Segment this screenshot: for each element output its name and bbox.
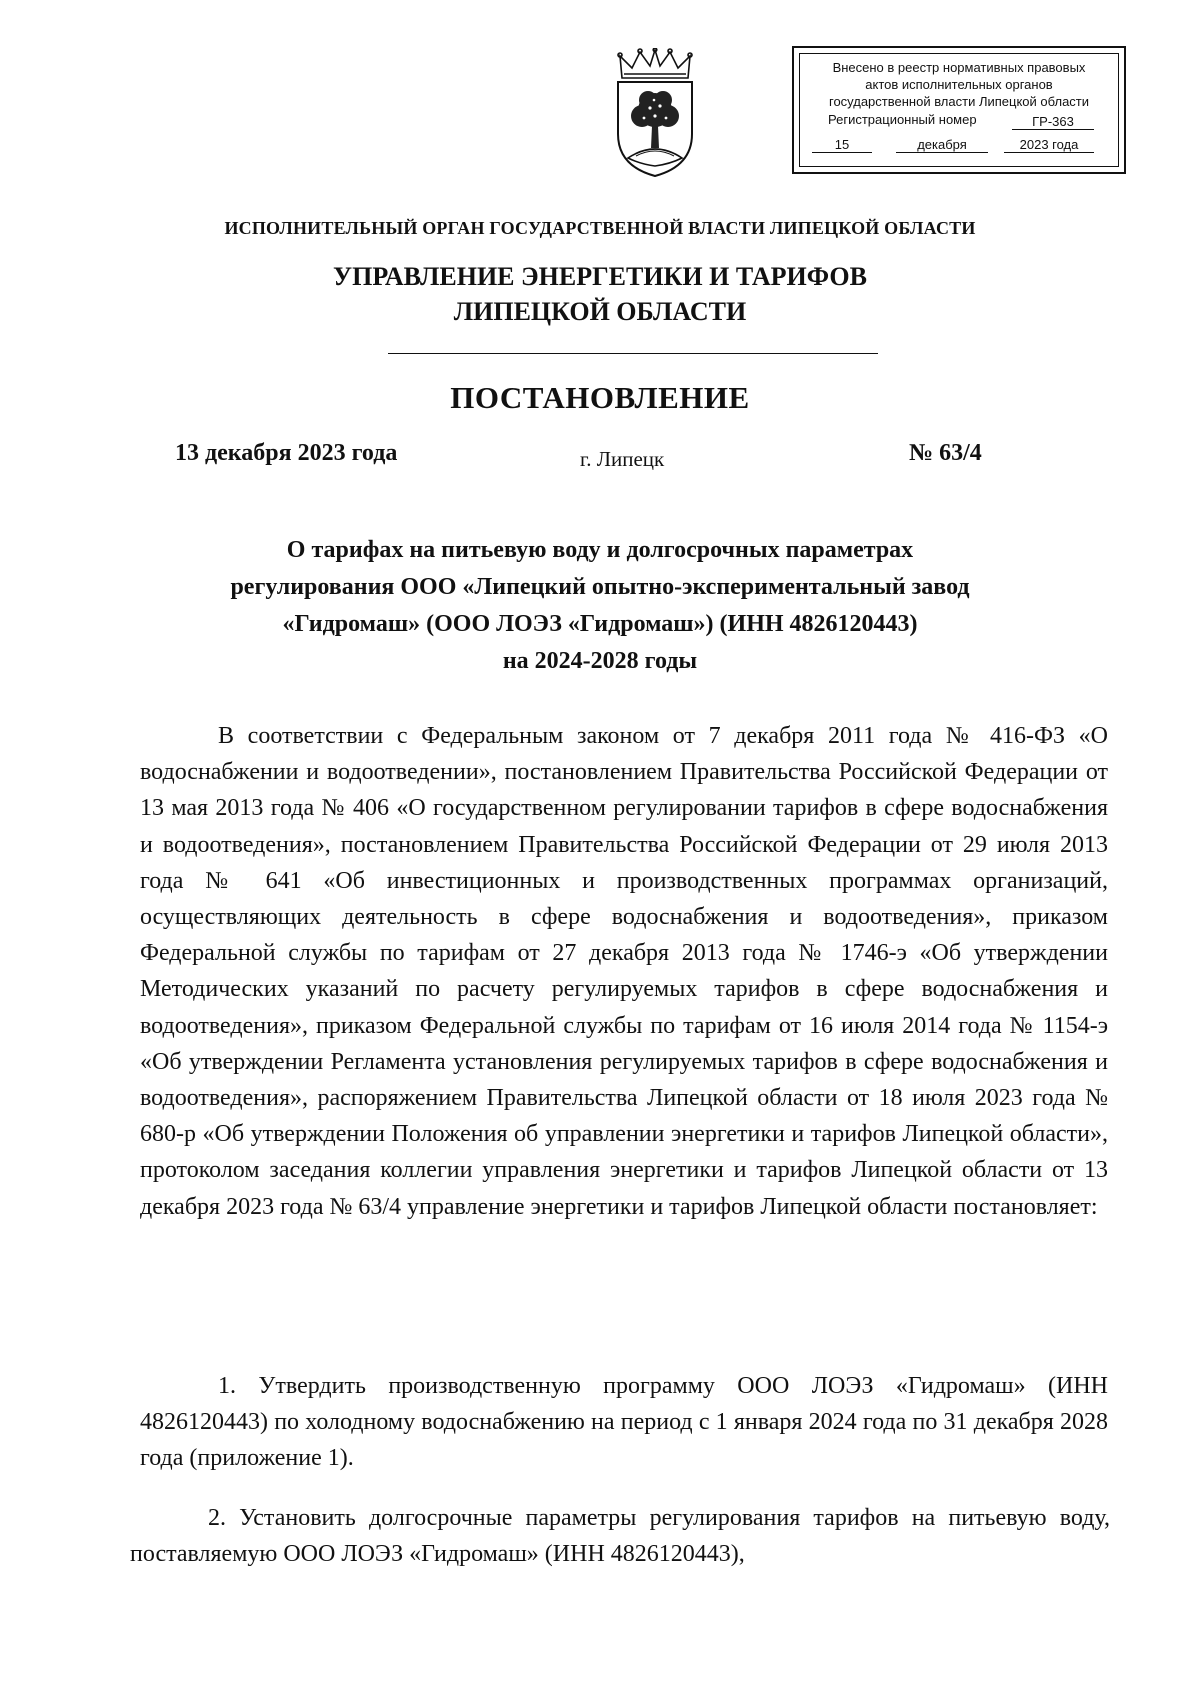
registry-stamp <box>792 46 1126 174</box>
document-city: г. Липецк <box>580 447 665 471</box>
department-name-line-1: УПРАВЛЕНИЕ ЭНЕРГЕТИКИ И ТАРИФОВ <box>333 262 867 291</box>
title-line-2: регулирования ООО «Липецкий опытно-экспериментальный завод <box>230 574 970 600</box>
stamp-month: декабря <box>896 137 988 153</box>
stamp-line-2: актов исполнительных органов <box>865 77 1053 92</box>
title-line-1: О тарифах на питьевую воду и долгосрочных параметрах <box>286 537 914 563</box>
authority-name: ИСПОЛНИТЕЛЬНЫЙ ОРГАН ГОСУДАРСТВЕННОЙ ВЛАСТИ ЛИПЕЦКОЙ ОБЛАСТИ <box>224 218 976 238</box>
document-title <box>140 532 1060 680</box>
stamp-year: 2023 года <box>1004 137 1094 153</box>
stamp-day: 15 <box>812 137 872 153</box>
title-line-4: на 2024-2028 годы <box>502 648 698 674</box>
stamp-registration-number: ГР-363 <box>1012 114 1094 130</box>
preamble-paragraph: В соответствии с Федеральным законом от 7 декабря 2011 года № 416-ФЗ «О водоснабжении и водоотведении», постановлением Правительства Российской Федерации от 13 мая 2013 года № 406 «О государственном регулировании тарифов в сфере водоснабжения и водоотведения», постановлением Правительства Российской Федерации от 29 июля 2013 года № 641 «Об инвестиционных и производственных программах организаций, осуществляющих деятельность в сфере водоснабжения и водоотведения», приказом Федеральной службы по тарифам от 27 декабря 2013 года № 1746-э «Об утверждении Методических указаний по расчету регулируемых тарифов в сфере водоснабжения и водоотведения», приказом Федеральной службы по тарифам от 16 июля 2014 года № 1154-э «Об утверждении Регламента установления регулируемых тарифов в сфере водоснабжения и водоотведения», распоряжением Правительства Липецкой области от 18 июля 2023 года № 680-р «Об утверждении Положения об управлении энергетики и тарифов Липецкой области», протоколом заседания коллегии управления энергетики и тарифов Липецкой области от 13 декабря 2023 года № 63/4 управление энергетики и тарифов Липецкой области постановляет: <box>140 723 1108 1220</box>
document-type: ПОСТАНОВЛЕНИЕ <box>450 380 750 415</box>
document-date: 13 декабря 2023 года <box>175 440 398 466</box>
stamp-registration-label: Регистрационный номер <box>828 112 977 127</box>
stamp-line-3: государственной власти Липецкой области <box>828 94 1090 109</box>
department-name-line-2: ЛИПЕЦКОЙ ОБЛАСТИ <box>453 297 747 326</box>
lipetsk-coat-of-arms-icon <box>610 48 700 183</box>
clause-1-paragraph: 1. Утвердить производственную программу ООО ЛОЭЗ «Гидромаш» (ИНН 4826120443) по холодному водоснабжению на период с 1 января 2024 года по 31 декабря 2028 года (приложение 1). <box>140 1373 1108 1472</box>
clause-2-paragraph: 2. Установить долгосрочные параметры регулирования тарифов на питьевую воду, поставляемую ООО ЛОЭЗ «Гидромаш» (ИНН 4826120443), <box>130 1505 1110 1568</box>
header-divider <box>388 353 878 354</box>
document-number: № 63/4 <box>909 440 982 466</box>
stamp-line-1: Внесено в реестр нормативных правовых <box>832 60 1086 75</box>
title-line-3: «Гидромаш» (ООО ЛОЭЗ «Гидромаш») (ИНН 4826120443) <box>282 611 918 637</box>
